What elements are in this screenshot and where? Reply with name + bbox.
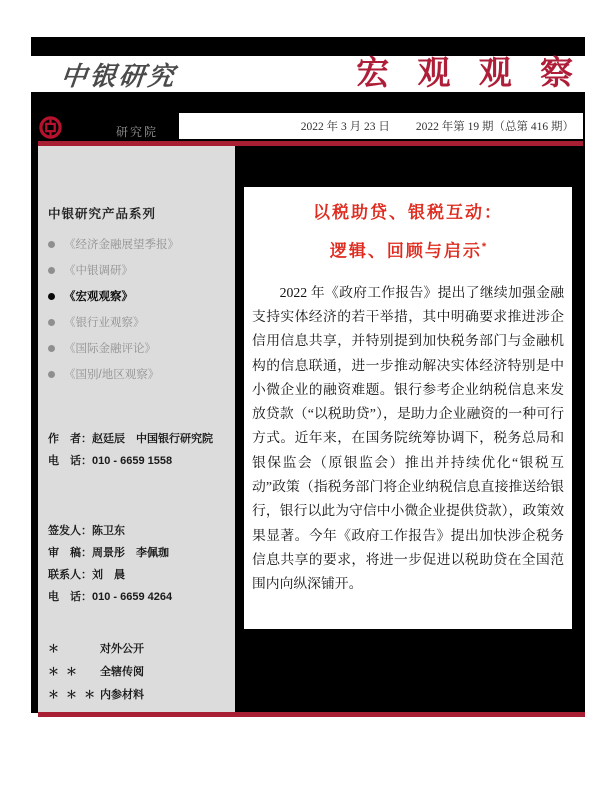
bank-of-china-logo-icon: [39, 116, 62, 139]
author-block: [48, 428, 235, 472]
series-item-label: 《银行业观察》: [64, 317, 145, 329]
series-item-intl-finance-review: [48, 340, 235, 356]
brand-calligraphy-logo: 中银研究: [59, 61, 179, 92]
approval-block: [48, 520, 235, 608]
bullet-icon: [48, 241, 55, 248]
series-item-label: 《经济金融展望季报》: [64, 239, 179, 251]
series-item-label: 《国际金融评论》: [64, 343, 156, 355]
series-item-label: 《国别/地区观察》: [64, 369, 160, 381]
publication-date: 2022 年 3 月 23 日: [300, 121, 390, 133]
reviewer-row: 审 稿：周景彤 李佩珈: [48, 547, 169, 559]
institute-label: 研究院: [116, 125, 159, 139]
series-item-banking-observation: [48, 314, 235, 330]
series-item-country-region: [48, 366, 235, 382]
article-abstract: 2022 年《政府工作报告》提出了继续加强金融支持实体经济的若干举措，其中明确要求推进涉企信用信息共享，并特别提到加快税务部门与金融机构的信息联通，进一步推动解决实体经济特别是中小微企业的融资难题。银行参考企业纳税信息来发放贷款（“以税助贷”），是助力企业融资的一种可行方式。近年来，在国务院统筹协调下，税务总局和银保监会（原银监会）推出并持续优化“银税互动”政策（指税务部门将企业纳税信息直接推送给银行，银行以此为守信中小微企业提供贷款），政策效果显著。今年《政府工作报告》提出加快涉企税务信息共享的要求，将进一步促进以税助贷在全国范围内向纵深铺开。: [252, 284, 564, 592]
date-issue-box: [179, 113, 583, 139]
note-internal-circulation: ＊ ＊ 全辖传阅: [48, 666, 144, 678]
issue-number: 2022 年第 19 期（总第 416 期）: [415, 121, 574, 133]
note-public: ＊ 对外公开: [48, 643, 144, 655]
article-content-box: [244, 187, 572, 629]
series-item-boc-research: [48, 262, 235, 278]
note-internal-reference: ＊ ＊ ＊ 内参材料: [48, 689, 144, 701]
series-item-economic-outlook: [48, 236, 235, 252]
author-phone-row: 电 话：010 - 6659 1558: [48, 455, 173, 467]
series-item-label: 《宏观观察》: [64, 291, 133, 303]
author-row: 作 者：赵廷辰 中国银行研究院: [48, 433, 213, 445]
contact-row: 联系人：刘 晨: [48, 569, 125, 581]
footer-rule: [38, 712, 585, 717]
bullet-icon: [48, 319, 55, 326]
series-title: 中银研究产品系列: [48, 207, 157, 221]
contact-phone-row: 电 话：010 - 6659 4264: [48, 591, 173, 603]
publication-title: 宏 观 观 察: [356, 56, 583, 92]
masthead-band: [31, 56, 585, 92]
article-title-line2: 逻辑、回顾与启示*: [329, 241, 487, 261]
distribution-notes: [48, 638, 235, 707]
title-footnote-mark: *: [481, 241, 487, 253]
article-title: [252, 195, 564, 269]
bullet-icon: [48, 267, 55, 274]
series-item-macro-observation-current: [48, 288, 235, 304]
bullet-icon: [48, 293, 55, 300]
sidebar: [38, 146, 235, 712]
top-black-bar: [31, 37, 585, 56]
article-title-line1: 以税助贷、银税互动：: [313, 203, 503, 222]
issuer-row: 签发人：陈卫东: [48, 525, 125, 537]
bullet-icon: [48, 371, 55, 378]
series-item-label: 《中银调研》: [64, 265, 133, 277]
bullet-icon: [48, 345, 55, 352]
